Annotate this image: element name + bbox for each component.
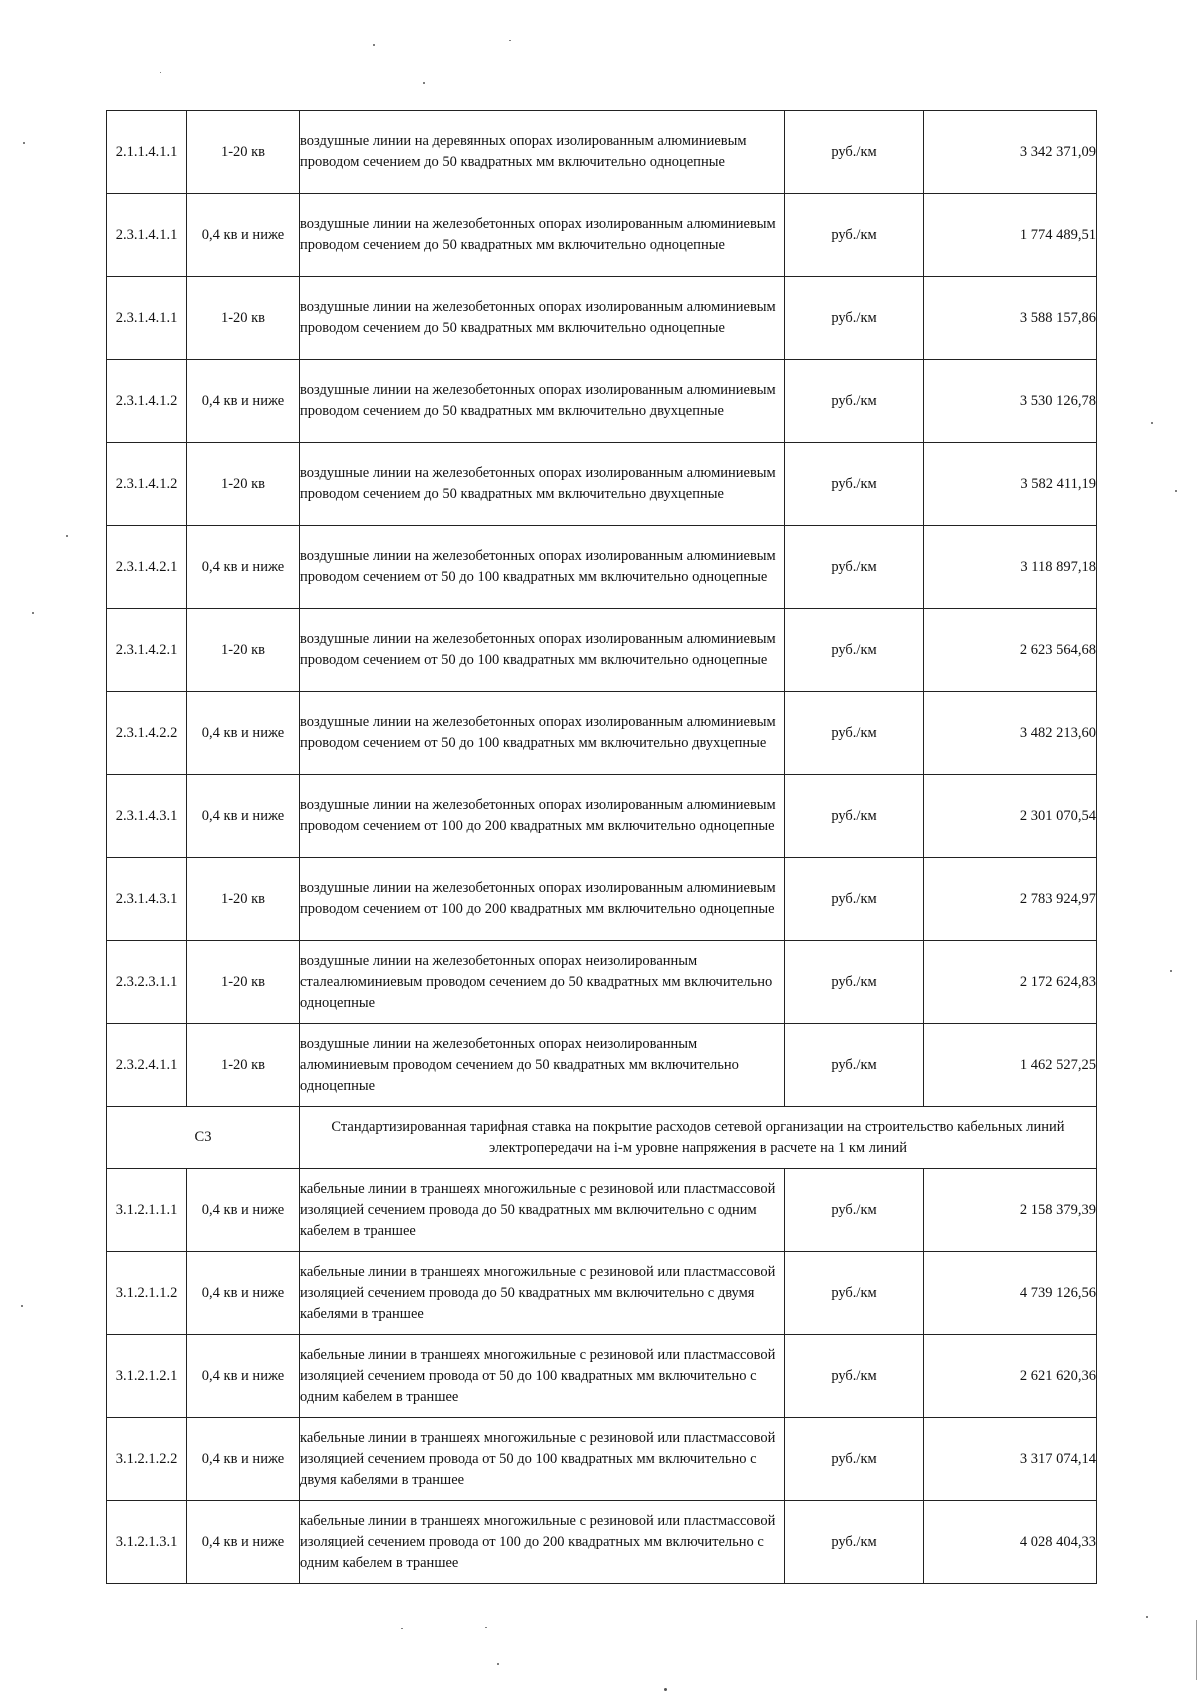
line-description: воздушные линии на железобетонных опорах изолированным алюминиевым проводом сечением от 100 до 200 квадратных мм включительно одноцепные (300, 858, 785, 941)
rate-value: 3 588 157,86 (924, 277, 1097, 360)
line-description: воздушные линии на железобетонных опорах изолированным алюминиевым проводом сечением от 50 до 100 квадратных мм включительно одноцепные (300, 526, 785, 609)
table-row (107, 1335, 1097, 1418)
voltage-level: 0,4 кв и ниже (187, 1252, 300, 1335)
rate-code: 2.3.1.4.2.2 (107, 692, 187, 775)
rate-code: 2.3.1.4.2.1 (107, 609, 187, 692)
rate-value: 1 774 489,51 (924, 194, 1097, 277)
line-description: кабельные линии в траншеях многожильные с резиновой или пластмассовой изоляцией сечением провода от 100 до 200 квадратных мм включительно с одним кабелем в траншее (300, 1501, 785, 1584)
voltage-level: 0,4 кв и ниже (187, 1335, 300, 1418)
rate-code: 2.3.1.4.1.1 (107, 277, 187, 360)
rate-value: 3 118 897,18 (924, 526, 1097, 609)
section-label: С3 (107, 1107, 300, 1169)
section-title: Стандартизированная тарифная ставка на покрытие расходов сетевой организации на строительство кабельных линий электропередачи на i-м уровне напряжения в расчете на 1 км линий (300, 1107, 1097, 1169)
voltage-level: 1-20 кв (187, 1024, 300, 1107)
scan-speck (373, 44, 375, 46)
line-description: воздушные линии на железобетонных опорах неизолированным алюминиевым проводом сечением до 50 квадратных мм включительно одноцепные (300, 1024, 785, 1107)
scan-speck (1196, 1620, 1197, 1680)
voltage-level: 0,4 кв и ниже (187, 692, 300, 775)
scan-speck (1146, 1616, 1148, 1618)
line-description: кабельные линии в траншеях многожильные с резиновой или пластмассовой изоляцией сечением провода до 50 квадратных мм включительно с одним кабелем в траншее (300, 1169, 785, 1252)
voltage-level: 1-20 кв (187, 941, 300, 1024)
table-row (107, 443, 1097, 526)
rate-code: 3.1.2.1.2.1 (107, 1335, 187, 1418)
scan-speck (66, 535, 68, 537)
line-description: воздушные линии на железобетонных опорах неизолированным сталеалюминиевым проводом сечением до 50 квадратных мм включительно одноцепные (300, 941, 785, 1024)
rate-code: 3.1.2.1.1.1 (107, 1169, 187, 1252)
rate-code: 2.3.1.4.3.1 (107, 858, 187, 941)
table-row (107, 609, 1097, 692)
unit-of-measure: руб./км (785, 194, 924, 277)
line-description: кабельные линии в траншеях многожильные с резиновой или пластмассовой изоляцией сечением провода до 50 квадратных мм включительно с двумя кабелями в траншее (300, 1252, 785, 1335)
voltage-level: 1-20 кв (187, 443, 300, 526)
table-row (107, 194, 1097, 277)
line-description: воздушные линии на железобетонных опорах изолированным алюминиевым проводом сечением от 100 до 200 квадратных мм включительно одноцепные (300, 775, 785, 858)
rate-code: 2.3.1.4.2.1 (107, 526, 187, 609)
scan-speck (664, 1688, 667, 1691)
unit-of-measure: руб./км (785, 775, 924, 858)
rate-value: 4 028 404,33 (924, 1501, 1097, 1584)
unit-of-measure: руб./км (785, 277, 924, 360)
scan-speck (423, 82, 425, 84)
table-row (107, 1024, 1097, 1107)
unit-of-measure: руб./км (785, 1335, 924, 1418)
rate-value: 2 301 070,54 (924, 775, 1097, 858)
voltage-level: 1-20 кв (187, 609, 300, 692)
rate-value: 3 342 371,09 (924, 111, 1097, 194)
rate-code: 2.1.1.4.1.1 (107, 111, 187, 194)
rate-code: 2.3.1.4.1.1 (107, 194, 187, 277)
rate-value: 2 623 564,68 (924, 609, 1097, 692)
rate-code: 2.3.1.4.1.2 (107, 443, 187, 526)
voltage-level: 1-20 кв (187, 858, 300, 941)
line-description: воздушные линии на железобетонных опорах изолированным алюминиевым проводом сечением от 50 до 100 квадратных мм включительно одноцепные (300, 609, 785, 692)
rate-value: 2 158 379,39 (924, 1169, 1097, 1252)
rate-value: 3 317 074,14 (924, 1418, 1097, 1501)
table-row (107, 360, 1097, 443)
rate-value: 1 462 527,25 (924, 1024, 1097, 1107)
line-description: воздушные линии на железобетонных опорах изолированным алюминиевым проводом сечением от 50 до 100 квадратных мм включительно двухцепные (300, 692, 785, 775)
rate-code: 2.3.2.4.1.1 (107, 1024, 187, 1107)
rate-code: 2.3.2.3.1.1 (107, 941, 187, 1024)
scan-speck (23, 142, 25, 144)
rate-value: 2 783 924,97 (924, 858, 1097, 941)
tariff-rates-body (107, 111, 1097, 1584)
voltage-level: 1-20 кв (187, 111, 300, 194)
line-description: воздушные линии на деревянных опорах изолированным алюминиевым проводом сечением до 50 квадратных мм включительно одноцепные (300, 111, 785, 194)
table-row (107, 277, 1097, 360)
rate-code: 3.1.2.1.3.1 (107, 1501, 187, 1584)
scan-speck (485, 1627, 487, 1628)
rate-value: 3 530 126,78 (924, 360, 1097, 443)
table-row (107, 858, 1097, 941)
unit-of-measure: руб./км (785, 941, 924, 1024)
scan-speck (1151, 422, 1153, 424)
table-row (107, 941, 1097, 1024)
line-description: воздушные линии на железобетонных опорах изолированным алюминиевым проводом сечением до 50 квадратных мм включительно одноцепные (300, 277, 785, 360)
table-row (107, 692, 1097, 775)
scan-speck (401, 1628, 403, 1629)
voltage-level: 0,4 кв и ниже (187, 526, 300, 609)
scan-speck (509, 40, 511, 41)
table-row (107, 1252, 1097, 1335)
voltage-level: 0,4 кв и ниже (187, 1501, 300, 1584)
unit-of-measure: руб./км (785, 858, 924, 941)
unit-of-measure: руб./км (785, 526, 924, 609)
voltage-level: 0,4 кв и ниже (187, 194, 300, 277)
unit-of-measure: руб./км (785, 1252, 924, 1335)
unit-of-measure: руб./км (785, 443, 924, 526)
scan-speck (32, 612, 34, 614)
rate-value: 3 582 411,19 (924, 443, 1097, 526)
unit-of-measure: руб./км (785, 1418, 924, 1501)
unit-of-measure: руб./км (785, 1501, 924, 1584)
unit-of-measure: руб./км (785, 1024, 924, 1107)
unit-of-measure: руб./км (785, 692, 924, 775)
table-row (107, 1169, 1097, 1252)
line-description: воздушные линии на железобетонных опорах изолированным алюминиевым проводом сечением до 50 квадратных мм включительно двухцепные (300, 360, 785, 443)
section-header-row (107, 1107, 1097, 1169)
rate-value: 3 482 213,60 (924, 692, 1097, 775)
rate-value: 2 621 620,36 (924, 1335, 1097, 1418)
table-row (107, 111, 1097, 194)
scan-speck (1175, 490, 1177, 492)
rate-value: 2 172 624,83 (924, 941, 1097, 1024)
unit-of-measure: руб./км (785, 609, 924, 692)
voltage-level: 0,4 кв и ниже (187, 360, 300, 443)
table-row (107, 1418, 1097, 1501)
rate-code: 3.1.2.1.2.2 (107, 1418, 187, 1501)
rate-value: 4 739 126,56 (924, 1252, 1097, 1335)
scan-speck (497, 1663, 499, 1665)
voltage-level: 1-20 кв (187, 277, 300, 360)
voltage-level: 0,4 кв и ниже (187, 775, 300, 858)
table-row (107, 1501, 1097, 1584)
line-description: воздушные линии на железобетонных опорах изолированным алюминиевым проводом сечением до 50 квадратных мм включительно одноцепные (300, 194, 785, 277)
scan-speck (160, 72, 161, 73)
tariff-rates-table (106, 110, 1097, 1584)
line-description: кабельные линии в траншеях многожильные с резиновой или пластмассовой изоляцией сечением провода от 50 до 100 квадратных мм включительно с двумя кабелями в траншее (300, 1418, 785, 1501)
unit-of-measure: руб./км (785, 360, 924, 443)
rate-code: 3.1.2.1.1.2 (107, 1252, 187, 1335)
scan-speck (21, 1305, 23, 1307)
rate-code: 2.3.1.4.1.2 (107, 360, 187, 443)
scan-speck (1170, 970, 1172, 972)
unit-of-measure: руб./км (785, 111, 924, 194)
voltage-level: 0,4 кв и ниже (187, 1418, 300, 1501)
table-row (107, 526, 1097, 609)
voltage-level: 0,4 кв и ниже (187, 1169, 300, 1252)
line-description: кабельные линии в траншеях многожильные с резиновой или пластмассовой изоляцией сечением провода от 50 до 100 квадратных мм включительно с одним кабелем в траншее (300, 1335, 785, 1418)
rate-code: 2.3.1.4.3.1 (107, 775, 187, 858)
table-row (107, 775, 1097, 858)
line-description: воздушные линии на железобетонных опорах изолированным алюминиевым проводом сечением до 50 квадратных мм включительно двухцепные (300, 443, 785, 526)
unit-of-measure: руб./км (785, 1169, 924, 1252)
